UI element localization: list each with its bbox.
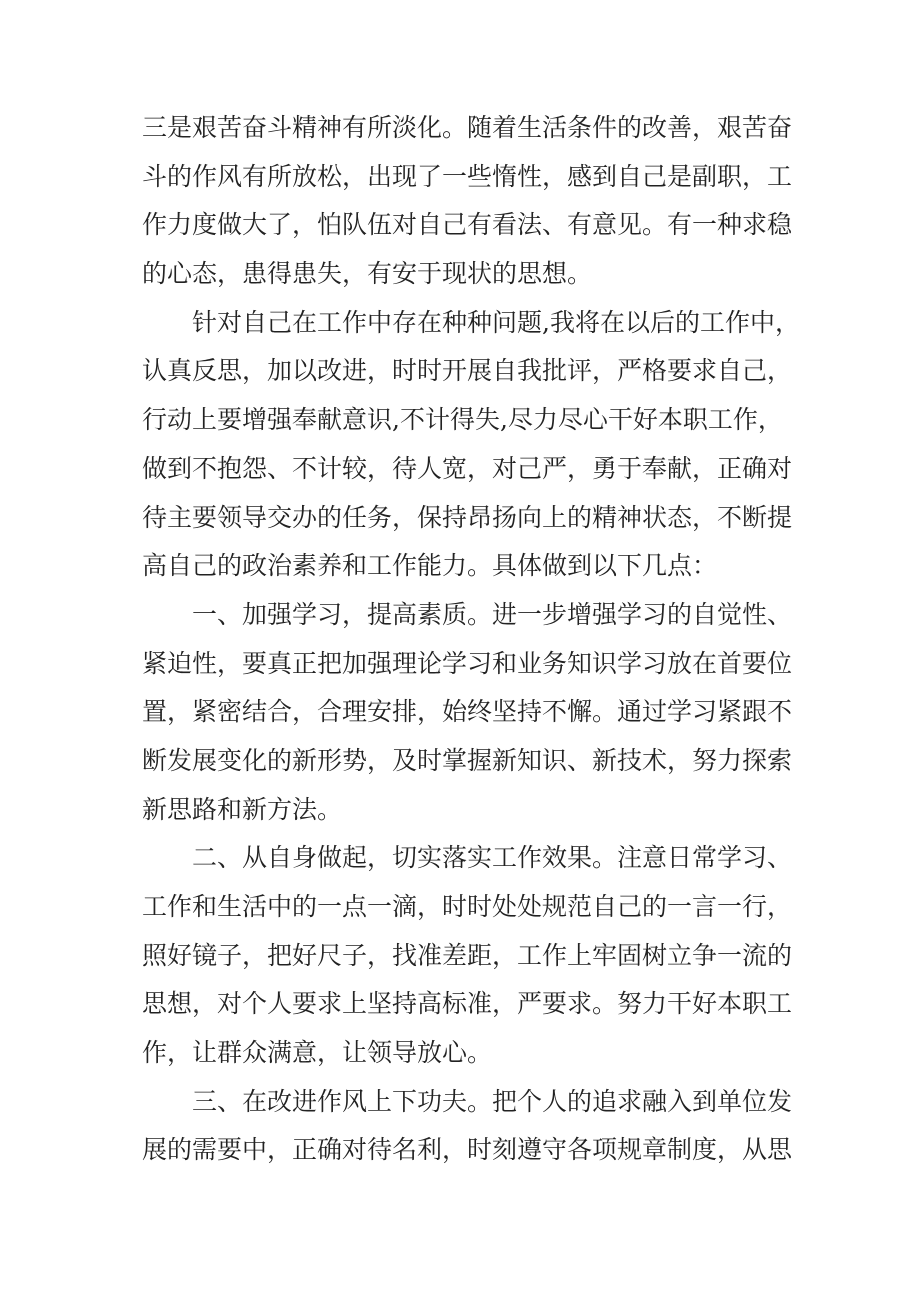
paragraph-2 — [142, 299, 800, 591]
text-line: 斗的作风有所放松，出现了一些惰性，感到自己是副职，工 — [142, 161, 793, 191]
text-line: 二、从自身做起，切实落实工作效果。注意日常学习、 — [192, 843, 793, 873]
text-line: 断发展变化的新形势，及时掌握新知识、新技术，努力探索 — [142, 745, 793, 775]
text-line: 针对自己在工作中存在种种问题,我将在以后的工作中， — [192, 307, 800, 337]
paragraph-5 — [142, 1078, 793, 1175]
text-line: 工作和生活中的一点一滴，时时处处规范自己的一言一行， — [142, 892, 793, 921]
text-line: 作，让群众满意，让领导放心。 — [142, 1038, 493, 1068]
text-line: 一、加强学习，提高素质。进一步增强学习的自觉性、 — [192, 599, 793, 629]
text-line: 作力度做大了，怕队伍对自己有看法、有意见。有一种求稳 — [142, 210, 793, 240]
text-line: 紧迫性，要真正把加强理论学习和业务知识学习放在首要位 — [142, 648, 793, 678]
text-line: 三是艰苦奋斗精神有所淡化。随着生活条件的改善，艰苦奋 — [142, 113, 793, 142]
text-line: 照好镜子，把好尺子，找准差距，工作上牢固树立争一流的 — [142, 940, 793, 970]
text-line: 展的需要中，正确对待名利，时刻遵守各项规章制度，从思 — [142, 1135, 793, 1165]
text-line: 新思路和新方法。 — [142, 794, 343, 824]
paragraph-3 — [142, 591, 793, 834]
text-line: 待主要领导交办的任务，保持昂扬向上的精神状态，不断提 — [142, 502, 793, 532]
text-line: 思想，对个人要求上坚持高标准，严要求。努力干好本职工 — [142, 989, 793, 1019]
text-line: 置，紧密结合，合理安排，始终坚持不懈。通过学习紧跟不 — [142, 697, 793, 727]
text-line: 的心态，患得患失，有安于现状的思想。 — [142, 259, 593, 289]
text-line: 三、在改进作风上下功夫。把个人的追求融入到单位发 — [192, 1086, 793, 1116]
text-line: 行动上要增强奉献意识,不计得失,尽力尽心干好本职工作， — [142, 405, 783, 435]
paragraph-4 — [142, 834, 793, 1077]
text-line: 做到不抱怨、不计较，待人宽，对己严，勇于奉献，正确对 — [142, 453, 793, 483]
text-line: 认真反思，加以改进，时时开展自我批评，严格要求自己， — [142, 356, 793, 386]
document-body — [142, 104, 800, 1175]
text-line: 高自己的政治素养和工作能力。具体做到以下几点： — [142, 551, 718, 581]
paragraph-1 — [142, 104, 793, 299]
